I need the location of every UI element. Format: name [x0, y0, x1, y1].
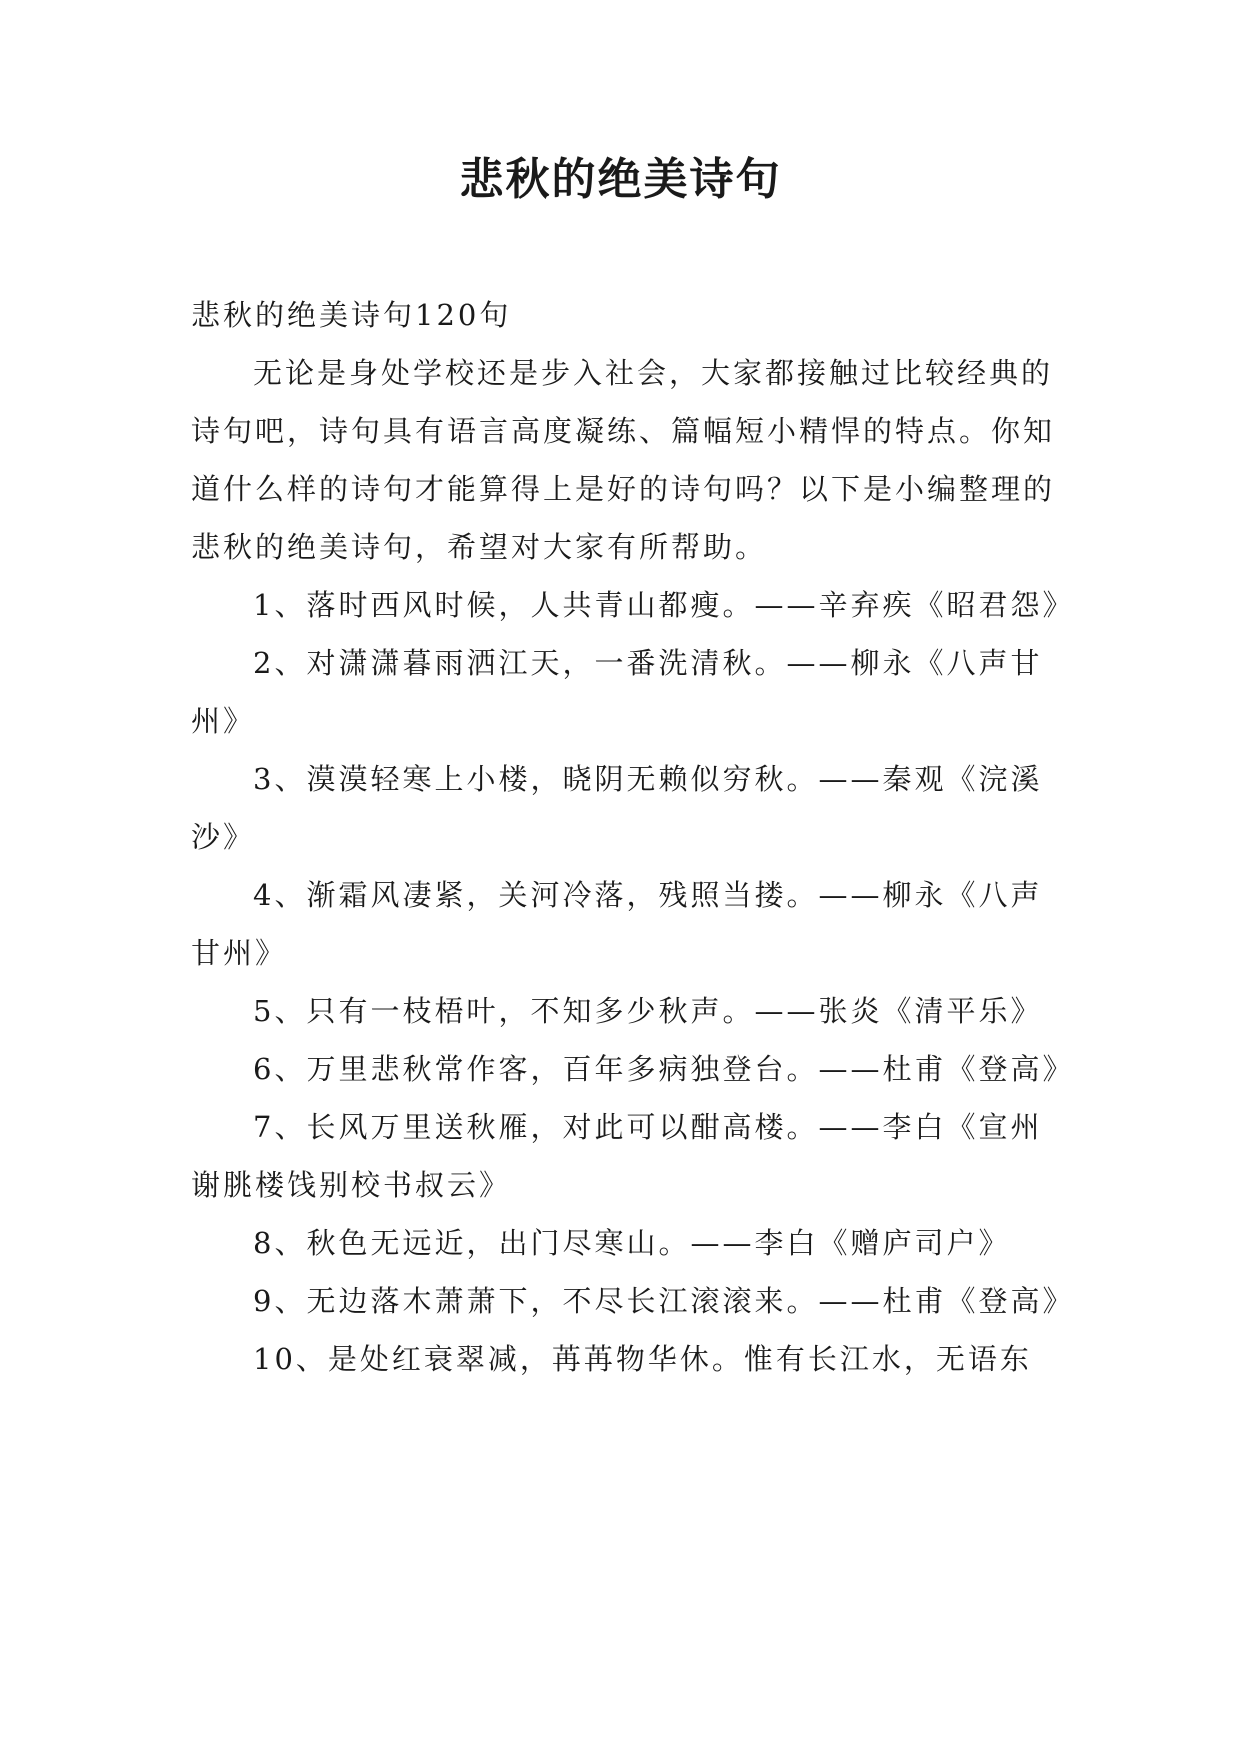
- poem-line-6: 6、万里悲秋常作客，百年多病独登台。——杜甫《登高》: [253, 1052, 1075, 1086]
- poem-line-5: 5、只有一枝梧叶，不知多少秋声。——张炎《清平乐》: [253, 994, 1043, 1028]
- document-body: [191, 286, 1075, 1388]
- poem-line-3: 3、漠漠轻寒上小楼，晓阴无赖似穷秋。——秦观《浣溪沙》: [191, 762, 1043, 854]
- poem-line-9: 9、无边落木萧萧下，不尽长江滚滚来。——杜甫《登高》: [253, 1284, 1075, 1318]
- poem-line-8: 8、秋色无远近，出门尽寒山。——李白《赠庐司户》: [253, 1226, 1011, 1260]
- document-subtitle: 悲秋的绝美诗句120句: [191, 298, 512, 332]
- intro-paragraph: 无论是身处学校还是步入社会，大家都接触过比较经典的诗句吧，诗句具有语言高度凝练、篇幅短小精悍的特点。你知道什么样的诗句才能算得上是好的诗句吗？以下是小编整理的悲秋的绝美诗句，希望对大家有所帮助。: [191, 356, 1056, 564]
- document-title: 悲秋的绝美诗句: [459, 154, 782, 205]
- poem-line-10: 10、是处红衰翠减，苒苒物华休。惟有长江水，无语东: [253, 1342, 1032, 1376]
- poem-line-1: 1、落时西风时候，人共青山都瘦。——辛弃疾《昭君怨》: [253, 588, 1075, 622]
- poem-line-4: 4、渐霜风凄紧，关河冷落，残照当搂。——柳永《八声甘州》: [191, 878, 1043, 970]
- poem-line-7: 7、长风万里送秋雁，对此可以酣高楼。——李白《宣州谢朓楼饯别校书叔云》: [191, 1110, 1043, 1202]
- poem-line-2: 2、对潇潇暮雨洒江天，一番洗清秋。——柳永《八声甘州》: [191, 646, 1043, 738]
